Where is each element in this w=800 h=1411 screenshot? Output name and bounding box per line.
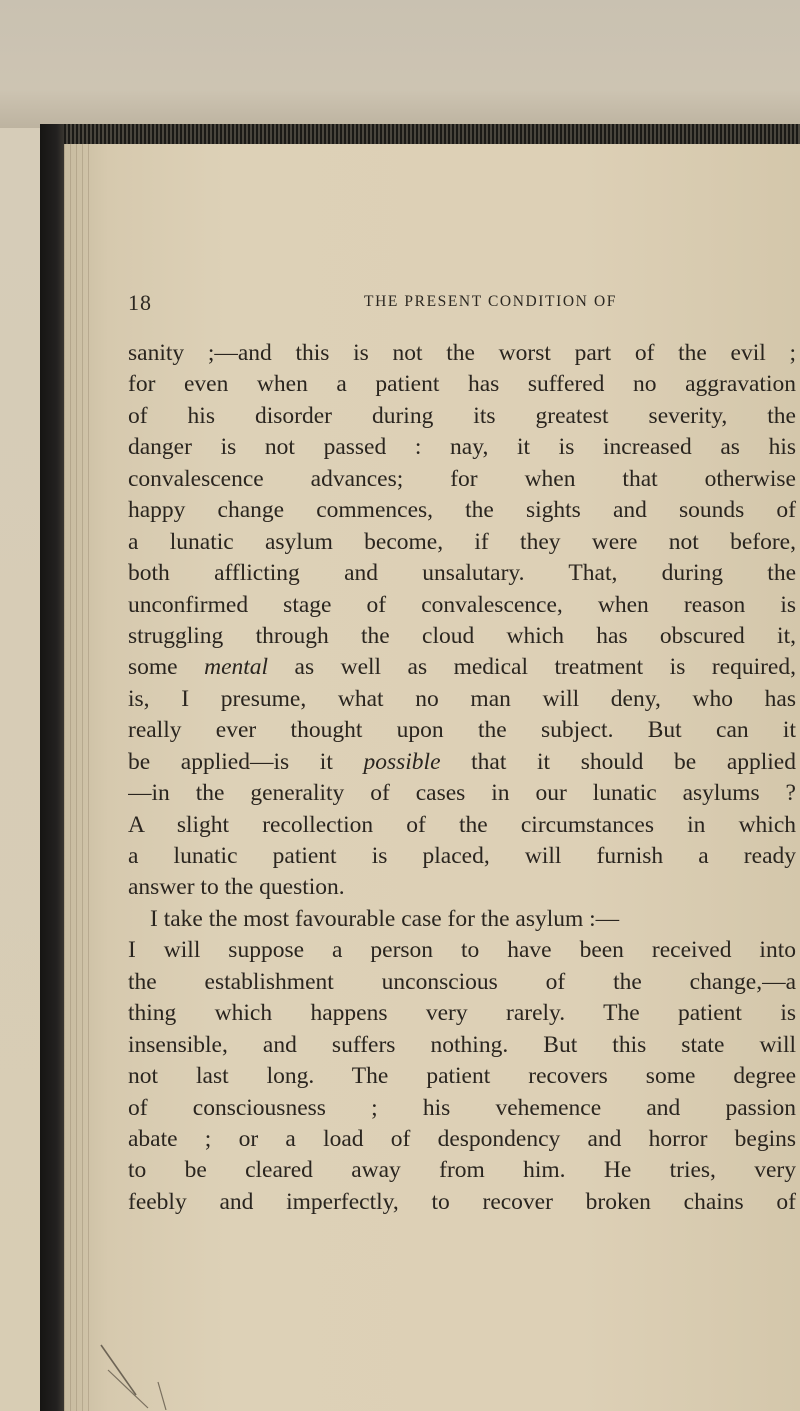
text-line: is, I presume, what no man will deny, who has — [128, 685, 796, 712]
text-line: sanity ;—and this is not the worst part of the evil ; — [128, 340, 796, 366]
text-line: struggling through the cloud which has obscured it, — [128, 622, 796, 649]
text-line: be applied—is it possible that it should be applied — [128, 748, 796, 775]
text-line: thing which happens very rarely. The patient is — [128, 1000, 796, 1027]
text-line: danger is not passed : nay, it is increased as his — [128, 434, 796, 461]
text-line: A slight recollection of the circumstances in which — [128, 811, 796, 838]
text-line: really ever thought upon the subject. But can it — [128, 717, 796, 744]
page-crease-mark — [96, 1340, 186, 1410]
scan-background — [0, 0, 800, 128]
italic-word: possible — [363, 748, 441, 775]
text-line: of his disorder during its greatest severity, the — [128, 402, 796, 429]
text-line: feebly and imperfectly, to recover broken chains of — [128, 1188, 796, 1215]
body-text — [128, 338, 796, 1218]
text-line: a lunatic patient is placed, will furnish a ready — [128, 843, 796, 869]
page-edge-lines — [64, 144, 94, 1411]
text-line: the establishment unconscious of the change,—a — [128, 968, 796, 995]
text-line: to be cleared away from him. He tries, very — [128, 1157, 796, 1184]
text-line: of consciousness ; his vehemence and passion — [128, 1094, 796, 1121]
page-header — [128, 290, 698, 320]
italic-word: mental — [204, 654, 269, 681]
text-line: answer to the question. — [128, 874, 345, 901]
text-line: I take the most favourable case for the asylum :— — [150, 905, 620, 932]
running-head: THE PRESENT CONDITION OF — [364, 293, 617, 310]
text-line: both afflicting and unsalutary. That, during the — [128, 560, 796, 587]
text-line: convalescence advances; for when that otherwise — [128, 465, 796, 492]
text-line: —in the generality of cases in our lunatic asylums ? — [128, 780, 796, 807]
text-line: for even when a patient has suffered no aggravation — [128, 371, 796, 398]
book-spine — [40, 124, 64, 1411]
book-top-edge — [40, 124, 800, 144]
page-number: 18 — [128, 290, 152, 315]
text-line: some mental as well as medical treatment is required, — [128, 654, 796, 681]
text-line: not last long. The patient recovers some degree — [128, 1063, 796, 1090]
text-line: unconfirmed stage of convalescence, when reason is — [128, 591, 796, 618]
text-line: happy change commences, the sights and sounds of — [128, 497, 796, 524]
text-line: insensible, and suffers nothing. But this state will — [128, 1031, 796, 1058]
text-line: a lunatic asylum become, if they were not before, — [128, 528, 796, 555]
text-line: I will suppose a person to have been received into — [128, 937, 796, 964]
text-line: abate ; or a load of despondency and horror begins — [128, 1125, 796, 1152]
